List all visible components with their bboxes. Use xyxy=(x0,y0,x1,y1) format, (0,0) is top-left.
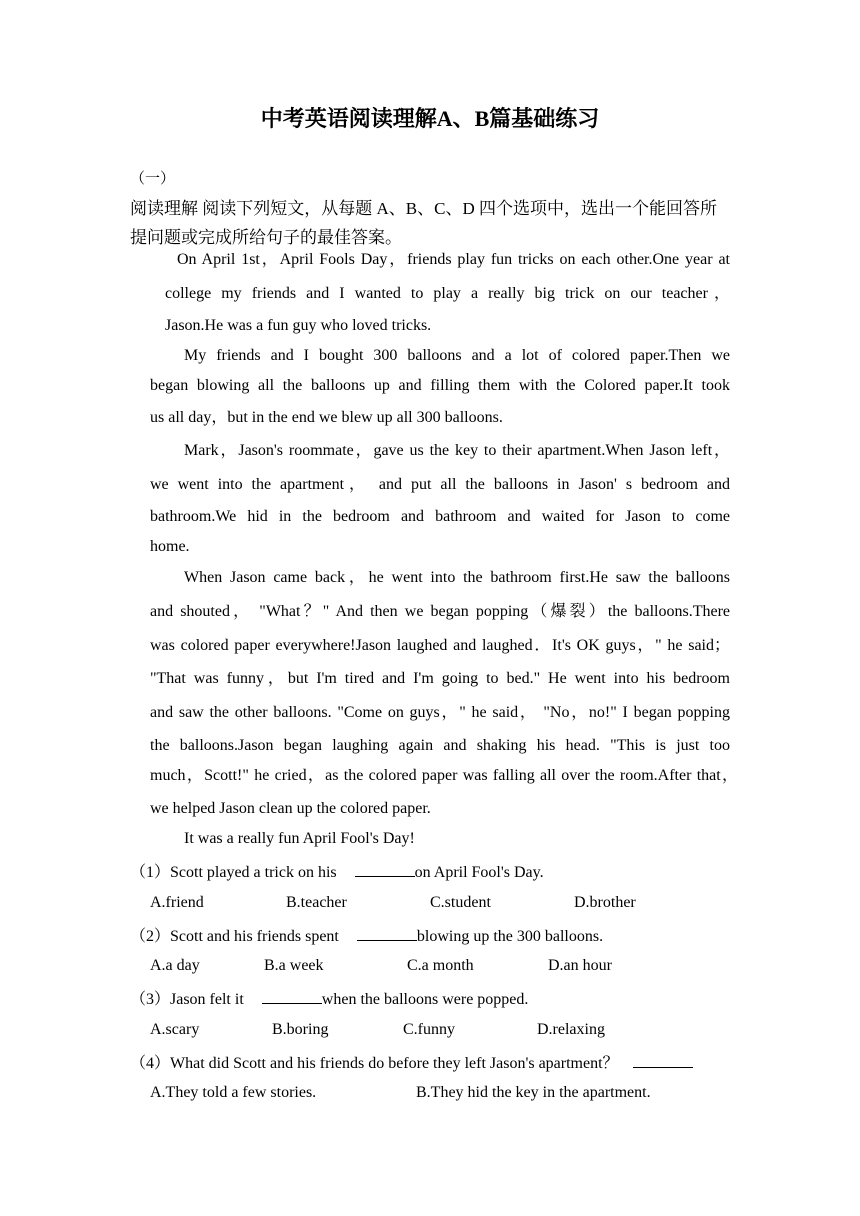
answer-blank xyxy=(357,926,417,941)
passage-line: bathroom.We hid in the bedroom and bathroom and waited for Jason to come xyxy=(150,508,730,525)
answer-blank xyxy=(355,862,415,877)
answer-blank xyxy=(633,1053,693,1068)
question-text: （4）What did Scott and his friends do before they left Jason's apartment？ xyxy=(130,1055,619,1072)
passage-line: began blowing all the balloons up and filling them with the Colored paper.It took xyxy=(150,377,730,394)
question-text: （1）Scott played a trick on his xyxy=(130,864,337,881)
option-a: A.a day xyxy=(150,957,200,974)
passage-line: home. xyxy=(150,538,190,555)
passage-line: us all day，but in the end we blew up all 300 balloons. xyxy=(150,409,503,426)
section-label: （一） xyxy=(130,171,176,187)
instruction-line: 提问题或完成所给句子的最佳答案。 xyxy=(130,228,402,247)
passage-line: and shouted， "What？" And then we began popping（爆裂）the balloons.There xyxy=(150,603,730,620)
passage-line: college my friends and I wanted to play a really big trick on our teacher， xyxy=(165,285,730,302)
passage-line: the balloons.Jason began laughing again and shaking his head. "This is just too xyxy=(150,737,730,754)
question-stem xyxy=(130,926,603,945)
question-stem xyxy=(130,989,528,1008)
passage-line: It was a really fun April Fool's Day! xyxy=(184,830,415,847)
option-b: B.boring xyxy=(272,1021,329,1038)
passage-line: When Jason came back，he went into the bathroom first.He saw the balloons xyxy=(184,569,730,586)
answer-blank xyxy=(262,989,322,1004)
option-c: C.a month xyxy=(407,957,474,974)
passage-line: we helped Jason clean up the colored paper. xyxy=(150,800,431,817)
document-title: 中考英语阅读理解A、B篇基础练习 xyxy=(260,106,600,131)
option-a: A.friend xyxy=(150,894,204,911)
passage-line: was colored paper everywhere!Jason laughed and laughed．It's OK guys，" he said； xyxy=(150,637,730,654)
option-b: B.They hid the key in the apartment. xyxy=(416,1084,651,1101)
question-text: （3）Jason felt it xyxy=(130,991,244,1008)
passage-line: Jason.He was a fun guy who loved tricks. xyxy=(165,317,432,334)
option-d: D.relaxing xyxy=(537,1021,605,1038)
passage-line: we went into the apartment， and put all the balloons in Jason' s bedroom and xyxy=(150,476,730,493)
option-b: B.a week xyxy=(264,957,324,974)
question-text: on April Fool's Day. xyxy=(414,864,544,881)
option-d: D.an hour xyxy=(548,957,612,974)
question-text: （2）Scott and his friends spent xyxy=(130,928,339,945)
passage-line: On April 1st，April Fools Day，friends play fun tricks on each other.One year at xyxy=(177,251,730,268)
passage-line: Mark，Jason's roommate，gave us the key to their apartment.When Jason left， xyxy=(184,442,730,459)
option-b: B.teacher xyxy=(286,894,347,911)
instruction-line: 阅读理解 阅读下列短文，从每题 A、B、C、D 四个选项中，选出一个能回答所 xyxy=(130,199,717,218)
option-c: C.student xyxy=(430,894,491,911)
passage-line: "That was funny，but I'm tired and I'm going to bed." He went into his bedroom xyxy=(150,670,730,687)
question-text: when the balloons were popped. xyxy=(321,991,529,1008)
passage-line: much，Scott!" he cried，as the colored paper was falling all over the room.After that， xyxy=(150,767,738,784)
question-stem xyxy=(130,862,544,881)
option-d: D.brother xyxy=(574,894,636,911)
passage-line: and saw the other balloons. "Come on guys，" he said， "No，no!" I began popping xyxy=(150,704,730,721)
passage-line: My friends and I bought 300 balloons and a lot of colored paper.Then we xyxy=(184,347,730,364)
option-c: C.funny xyxy=(403,1021,455,1038)
question-stem xyxy=(130,1053,693,1072)
option-a: A.They told a few stories. xyxy=(150,1084,317,1101)
question-text: blowing up the 300 balloons. xyxy=(416,928,604,945)
option-a: A.scary xyxy=(150,1021,200,1038)
